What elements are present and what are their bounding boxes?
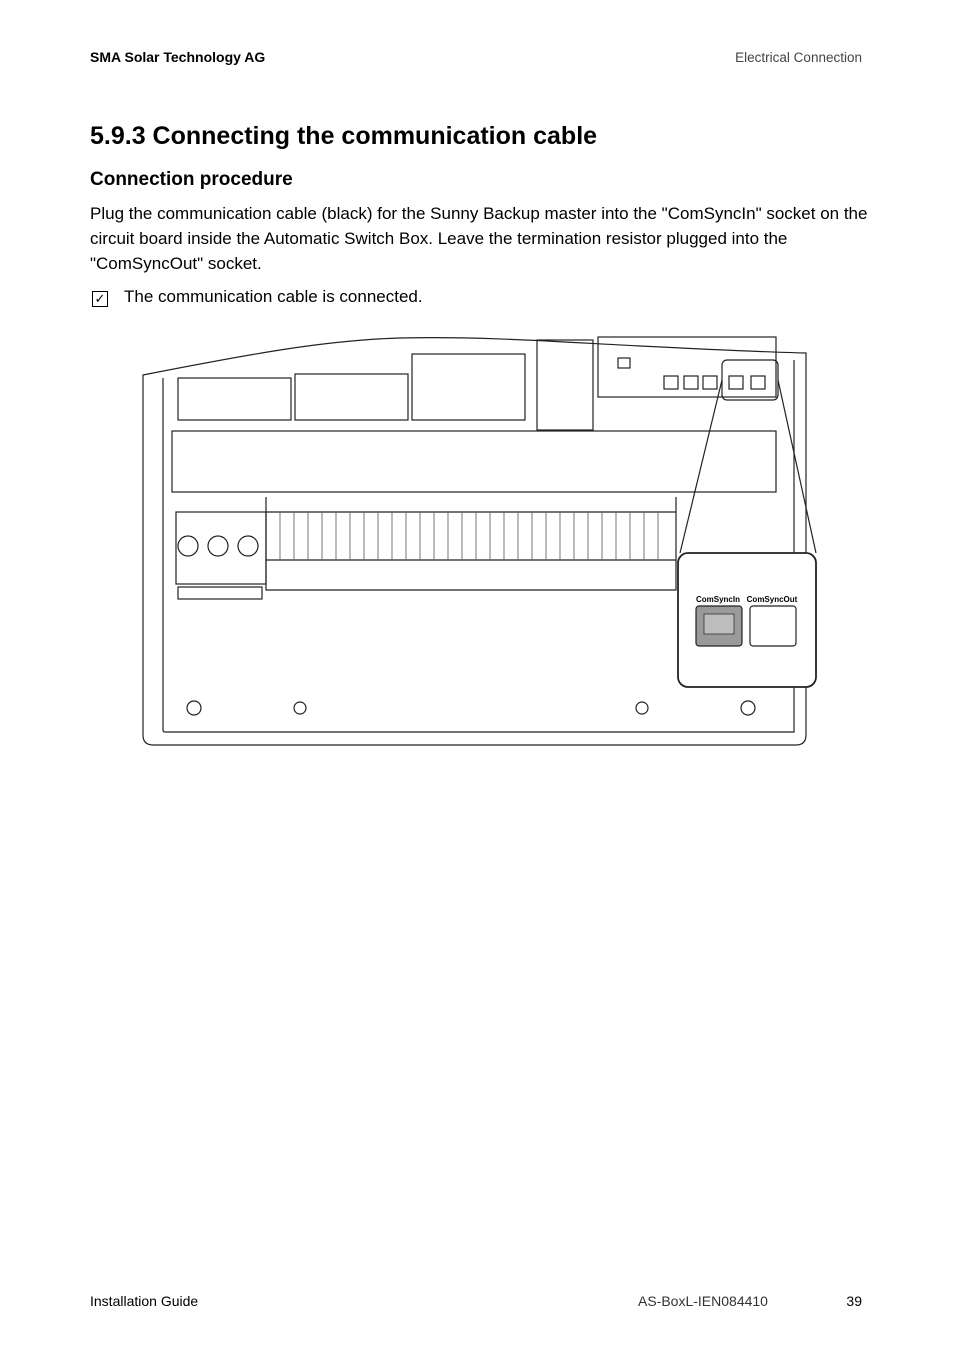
callout-in-label: ComSyncIn [695,595,741,604]
circuit-board [598,337,776,397]
comsyncout-socket [750,606,796,646]
section-title: 5.9.3 Connecting the communication cable [90,122,598,150]
header-chapter: Electrical Connection [735,50,862,65]
board-highlight [722,360,778,400]
result-text: The communication cable is connected. [124,287,423,306]
procedure-heading: Connection procedure [90,169,293,190]
page-number: 39 [846,1293,862,1309]
checkbox-icon: ✓ [92,291,108,307]
breaker-block-1 [178,378,291,420]
breaker-block-3 [412,354,525,420]
callout-out-label: ComSyncOut [746,595,798,604]
footer-guide: Installation Guide [90,1293,199,1309]
header-company: SMA Solar Technology AG [90,49,266,65]
cover-panel [172,431,776,492]
breaker-block-2 [295,374,408,420]
footer-doc-id: AS-BoxL-IEN084410 [638,1293,768,1309]
fuse-holders [176,512,266,584]
procedure-text: Plug the communication cable (black) for the Sunny Backup master into the "ComSyncIn" socket on the circuit board inside the Automatic Switch Box. Leave the termination resistor plugged into the "ComSyncOut" socket. [90,204,868,273]
